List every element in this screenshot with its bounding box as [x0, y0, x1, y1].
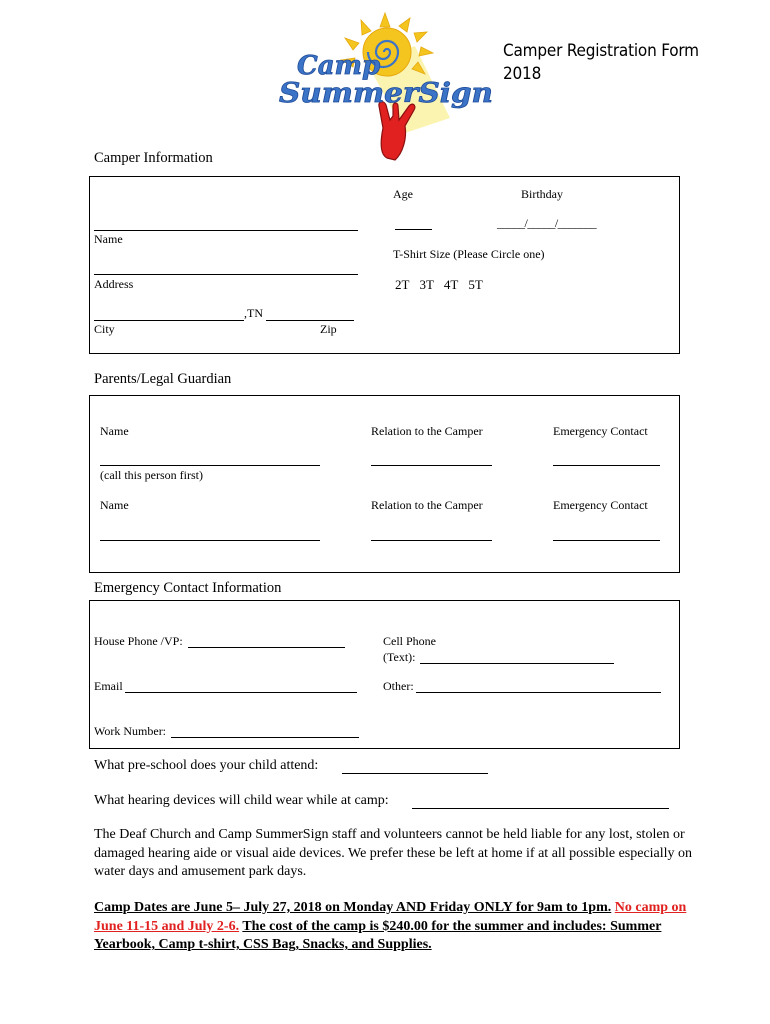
work-number-field[interactable]: [171, 737, 359, 738]
tshirt-option-5t[interactable]: 5T: [468, 277, 483, 292]
guardian-heading: Parents/Legal Guardian: [94, 371, 232, 387]
logo-text-camp: Camp: [297, 51, 381, 81]
guardian2-name-label: Name: [100, 498, 129, 512]
no-camp-dates-text: No camp on June 11-15 and July 2-6.: [94, 900, 687, 934]
cell-text-label: (Text):: [383, 650, 416, 664]
tshirt-option-2t[interactable]: 2T: [395, 277, 410, 292]
guardian1-relation-field[interactable]: [371, 465, 492, 466]
tshirt-option-4t[interactable]: 4T: [443, 277, 459, 292]
guardian2-name-field[interactable]: [100, 540, 320, 541]
age-label: Age: [393, 187, 413, 201]
guardian-box: [89, 395, 680, 573]
guardian2-relation-field[interactable]: [371, 540, 492, 541]
guardian2-relation-label: Relation to the Camper: [371, 498, 483, 512]
emergency-box: [89, 600, 680, 749]
guardian2-emergency-field[interactable]: [553, 540, 660, 541]
form-title: [503, 40, 699, 86]
camper-info-box: [89, 176, 680, 354]
preschool-field[interactable]: [342, 773, 488, 774]
camper-name-label: Name: [94, 232, 123, 246]
cell-phone-label: Cell Phone: [383, 634, 436, 648]
form-title-year: 2018: [503, 64, 542, 84]
hearing-devices-question: What hearing devices will child wear while at camp:: [94, 793, 389, 808]
tshirt-size-options: [395, 277, 483, 293]
camper-name-field[interactable]: [94, 230, 358, 231]
guardian1-relation-label: Relation to the Camper: [371, 424, 483, 438]
birthday-label: Birthday: [521, 187, 563, 201]
preschool-question: What pre-school does your child attend:: [94, 758, 319, 773]
birthday-field[interactable]: _____/_____/_______: [497, 216, 597, 230]
emergency-heading: Emergency Contact Information: [94, 580, 282, 596]
email-field[interactable]: [125, 692, 357, 693]
guardian2-emergency-label: Emergency Contact: [553, 498, 648, 512]
guardian1-emergency-label: Emergency Contact: [553, 424, 648, 438]
camp-cost-text: The cost of the camp is $240.00 for the summer and includes: Summer Yearbook, Camp t-shirt, CSS Bag, Snacks, and Supplies.: [94, 918, 662, 952]
email-label: Email: [94, 679, 123, 693]
work-number-label: Work Number:: [94, 724, 167, 738]
cell-phone-field[interactable]: [420, 663, 614, 664]
camp-dates-text: Camp Dates are June 5– July 27, 2018 on Monday AND Friday ONLY for 9am to 1pm.: [94, 900, 612, 915]
logo-text-summersign: SummerSign: [279, 78, 493, 109]
camp-dates-notice: [94, 899, 714, 955]
camper-info-heading: Camper Information: [94, 150, 213, 166]
city-field[interactable]: [94, 320, 244, 321]
call-first-note: (call this person first): [100, 468, 203, 482]
other-label: Other:: [383, 679, 414, 693]
camp-summersign-logo: [275, 8, 497, 168]
house-phone-field[interactable]: [188, 647, 345, 648]
zip-label: Zip: [320, 322, 337, 336]
form-title-line1: Camper Registration Form: [503, 41, 699, 61]
state-suffix: ,TN: [244, 306, 263, 320]
address-label: Address: [94, 277, 134, 291]
other-field[interactable]: [416, 692, 661, 693]
liability-disclaimer: The Deaf Church and Camp SummerSign staff and volunteers cannot be held liable for any lost, stolen or damaged hearing aide or visual aide devices. We prefer these be left at home if at all possible especially on water days and amusement park days.: [94, 827, 693, 879]
tshirt-size-label: T-Shirt Size (Please Circle one): [393, 247, 545, 261]
guardian1-name-field[interactable]: [100, 465, 320, 466]
guardian1-emergency-field[interactable]: [553, 465, 660, 466]
hearing-devices-field[interactable]: [412, 808, 669, 809]
age-field[interactable]: [395, 229, 432, 230]
zip-field[interactable]: [266, 320, 354, 321]
tshirt-option-3t[interactable]: 3T: [419, 277, 434, 292]
address-field[interactable]: [94, 274, 358, 275]
house-phone-label: House Phone /VP:: [94, 634, 183, 648]
guardian1-name-label: Name: [100, 424, 129, 438]
city-label: City: [94, 322, 115, 336]
